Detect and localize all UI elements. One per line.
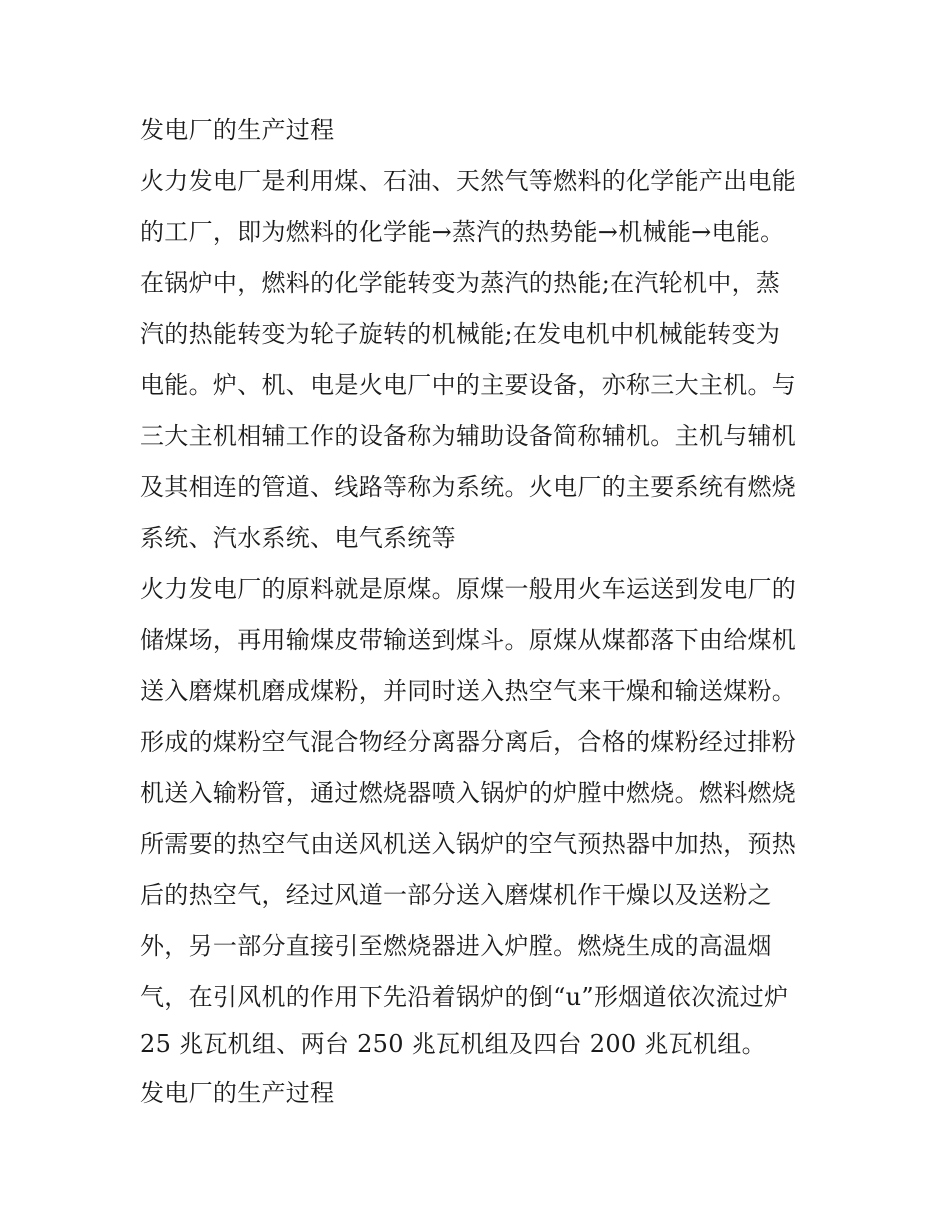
paragraph-2-line: 所需要的热空气由送风机送入锅炉的空气预热器中加热，预热 (140, 830, 797, 858)
paragraph-1-line: 电能。炉、机、电是火电厂中的主要设备，亦称三大主机。与 (140, 371, 797, 399)
paragraph-2-line: 后的热空气，经过风道一部分送入磨煤机作干燥以及送粉之 (140, 881, 772, 909)
paragraph-2-line: 储煤场，再用输煤皮带输送到煤斗。原煤从煤都落下由给煤机 (140, 626, 797, 654)
paragraph-2-line: 气，在引风机的作用下先沿着锅炉的倒“u”形烟道依次流过炉 (140, 983, 789, 1011)
paragraph-2-line: 机送入输粉管，通过燃烧器喷入锅炉的炉膛中燃烧。燃料燃烧 (140, 779, 797, 807)
paragraph-1-line: 火力发电厂是利用煤、石油、天然气等燃料的化学能产出电能 (140, 167, 797, 195)
paragraph-2-line: 送入磨煤机磨成煤粉，并同时送入热空气来干燥和输送煤粉。 (140, 677, 797, 705)
paragraph-2-line: 25 兆瓦机组、两台 250 兆瓦机组及四台 200 兆瓦机组。 (140, 1030, 766, 1058)
paragraph-2-line: 外，另一部分直接引至燃烧器进入炉膛。燃烧生成的高温烟 (140, 932, 772, 960)
paragraph-1-line: 系统、汽水系统、电气系统等 (140, 524, 456, 552)
paragraph-1-line: 的工厂，即为燃料的化学能→蒸汽的热势能→机械能→电能。 (140, 218, 785, 246)
heading: 发电厂的生产过程 (140, 116, 335, 144)
footer-heading: 发电厂的生产过程 (140, 1079, 335, 1107)
paragraph-1-line: 在锅炉中，燃料的化学能转变为蒸汽的热能;在汽轮机中，蒸 (140, 269, 781, 297)
paragraph-1-line: 汽的热能转变为轮子旋转的机械能;在发电机中机械能转变为 (140, 320, 781, 348)
paragraph-2-line: 形成的煤粉空气混合物经分离器分离后，合格的煤粉经过排粉 (140, 728, 797, 756)
paragraph-2-line: 火力发电厂的原料就是原煤。原煤一般用火车运送到发电厂的 (140, 575, 797, 603)
paragraph-1-line: 三大主机相辅工作的设备称为辅助设备简称辅机。主机与辅机 (140, 422, 797, 450)
paragraph-1-line: 及其相连的管道、线路等称为系统。火电厂的主要系统有燃烧 (140, 473, 797, 501)
